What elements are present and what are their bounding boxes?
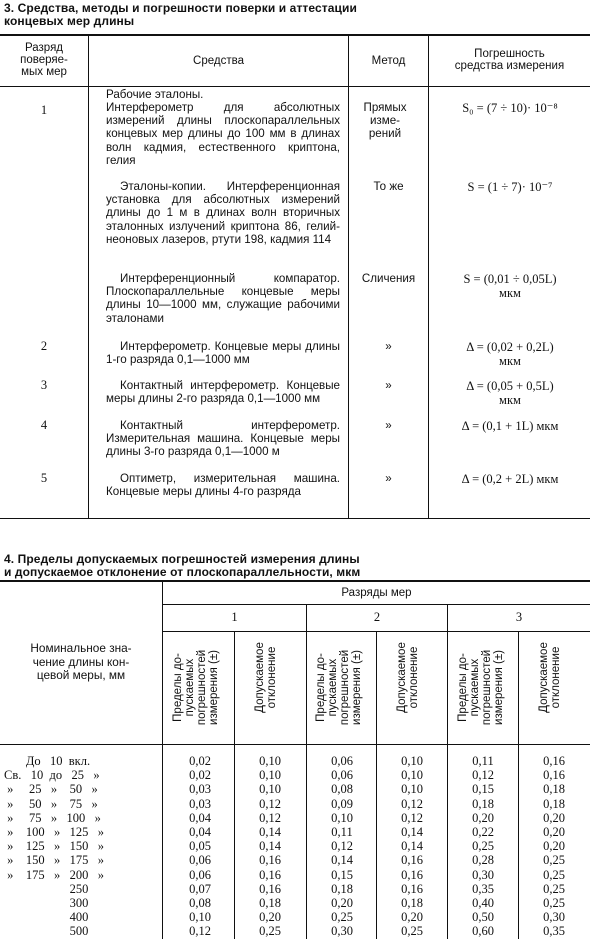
table4-value-cell: 0,12 <box>472 768 494 783</box>
table3-method: » <box>385 379 392 392</box>
table4-rank-number: 3 <box>515 610 523 624</box>
table4-value-cell: 0,25 <box>259 924 281 939</box>
table4-value-cell: 0,18 <box>543 796 565 811</box>
table4-value-cell: 0,08 <box>189 896 211 911</box>
header-line: Пределы до- <box>315 653 327 722</box>
table3-error: Δ = (0,2 + 2L) мкм <box>461 472 559 486</box>
table3-means-text: Оптиметр, измерительная машина. Концевые меры длины 4-го разряда <box>106 472 340 499</box>
table4-nominal-cell: 300 <box>4 896 89 911</box>
header-line: пускаемых <box>327 658 339 717</box>
table3-title-line1: 3. Средства, методы и погрешности поверки и аттестации <box>4 1 357 15</box>
table4-value-cell: 0,12 <box>331 839 353 854</box>
table4-nominal-cell: » 100 » 125 » <box>4 825 104 840</box>
table4-value-cell: 0,08 <box>331 782 353 797</box>
table4-value-cell: 0,35 <box>472 881 494 896</box>
table4-value-cell: 0,16 <box>259 867 281 882</box>
header-line: чение длины кон- <box>32 654 130 669</box>
header-line: погрешностей <box>481 649 493 726</box>
table4-subheader-limits <box>315 635 363 740</box>
table3-method: » <box>385 340 392 353</box>
table3-col-divider <box>428 36 429 518</box>
table3-header-rank <box>0 42 88 78</box>
table4-value-cell: 0,30 <box>543 910 565 925</box>
header-line: цевой меры, мм <box>36 668 126 682</box>
table4-value-cell: 0,18 <box>543 782 565 797</box>
table3-rank: 3 <box>40 378 48 392</box>
table4-value-cell: 0,20 <box>543 810 565 825</box>
table4-value-cell: 0,35 <box>543 924 565 939</box>
table4-subheader-limits <box>172 635 220 740</box>
header-line: Пределы до- <box>457 653 469 722</box>
header-line: Допускаемое <box>538 642 550 713</box>
table4-subheader-limits <box>457 635 505 740</box>
table4-rank2-deviation-column <box>380 754 444 939</box>
table4-nominal-cell: » 125 » 150 » <box>4 839 104 854</box>
table4-value-cell: 0,04 <box>189 825 211 840</box>
table4-value-cell: 0,16 <box>401 881 423 896</box>
table3-means-text: Интерферометр. Концевые меры длины 1-го разряда 0,1—1000 мм <box>106 340 340 367</box>
table4-value-cell: 0,03 <box>189 782 211 797</box>
table4-value-cell: 0,50 <box>472 910 494 925</box>
table4-value-cell: 0,11 <box>331 825 353 840</box>
table4-value-cell: 0,30 <box>331 924 353 939</box>
table3-rank: 2 <box>40 339 48 353</box>
table4-value-cell: 0,14 <box>259 839 281 854</box>
table4-value-cell: 0,02 <box>189 754 211 768</box>
table4-value-cell: 0,18 <box>401 896 423 911</box>
table3-error: S = (1 ÷ 7)· 10⁻⁷ <box>467 180 553 194</box>
header-line: Средства <box>193 55 244 67</box>
table4-value-cell: 0,10 <box>259 782 281 797</box>
table4-value-cell: 0,10 <box>401 782 423 797</box>
table4-value-cell: 0,30 <box>472 867 494 882</box>
table3-header-means <box>89 55 348 67</box>
table3-rank: 5 <box>40 471 48 485</box>
table4-value-cell: 0,02 <box>189 768 211 783</box>
header-line: пускаемых <box>184 658 196 717</box>
table4-subheader-deviation <box>538 635 562 720</box>
table4-value-cell: 0,25 <box>331 910 353 925</box>
table4-value-cell: 0,12 <box>259 810 281 825</box>
table4-value-cell: 0,12 <box>401 796 423 811</box>
error-line: мкм <box>499 393 521 407</box>
table3-method: То же <box>373 180 404 193</box>
table4-value-cell: 0,40 <box>472 896 494 911</box>
table3-error <box>432 379 588 407</box>
table4-title <box>4 553 360 579</box>
table4-col-divider <box>234 632 235 939</box>
table4-value-cell: 0,14 <box>401 839 423 854</box>
table4-value-cell: 0,04 <box>189 810 211 825</box>
table4-ranks-rule <box>163 604 590 605</box>
table3-means-text: Рабочие эталоны. <box>106 88 204 101</box>
header-line: пускаемых <box>469 658 481 717</box>
header-line: мых мер <box>21 66 67 78</box>
header-line: погрешностей <box>339 649 351 726</box>
table3-error: Δ = (0,1 + 1L) мкм <box>461 419 559 433</box>
table4-subheader-deviation <box>254 635 278 720</box>
table4-col-divider <box>306 605 307 939</box>
table3-error: S₀ = (7 ÷ 10)· 10⁻⁸ <box>462 101 558 115</box>
table3-means-text: Интерференционный компаратор. Плоскопараллельные концевые меры длины 10—1000 мм, служащие рабочими эталонами <box>106 272 340 325</box>
table4-value-cell: 0,25 <box>543 881 565 896</box>
error-line: Δ = (0,02 + 0,2L) <box>466 340 554 354</box>
table4-rank1-deviation-column <box>238 754 302 939</box>
table4-value-cell: 0,10 <box>259 768 281 783</box>
table4-nominal-cell: 500 <box>4 924 89 939</box>
header-line: отклонение <box>266 646 278 709</box>
table4-value-cell: 0,05 <box>189 839 211 854</box>
table4-value-cell: 0,06 <box>331 768 353 783</box>
table4-value-cell: 0,12 <box>401 810 423 825</box>
table4-value-cell: 0,15 <box>472 782 494 797</box>
table4-title-line1: 4. Пределы допускаемых погрешностей измерения длины <box>4 552 360 566</box>
table4-value-cell: 0,06 <box>189 853 211 868</box>
table3-rank: 1 <box>40 103 48 117</box>
error-line: S = (0,01 ÷ 0,05L) <box>463 272 557 286</box>
table3-col-divider <box>88 36 89 518</box>
table4-value-cell: 0,22 <box>472 825 494 840</box>
table4-value-cell: 0,14 <box>259 825 281 840</box>
table4-value-cell: 0,16 <box>401 867 423 882</box>
table4-rank1-limits-column <box>170 754 230 939</box>
header-line: Метод <box>371 55 406 67</box>
table3-rank: 4 <box>40 418 48 432</box>
table4-col-divider <box>162 582 163 939</box>
error-line: Δ = (0,05 + 0,5L) <box>466 379 554 393</box>
table4-value-cell: 0,10 <box>189 910 211 925</box>
table4-nominal-cell: » 75 » 100 » <box>4 810 101 825</box>
table4-nominal-cell: » 150 » 175 » <box>4 853 104 868</box>
table4-value-cell: 0,25 <box>401 924 423 939</box>
header-line: измерения (±) <box>493 650 505 725</box>
table4-value-cell: 0,14 <box>331 853 353 868</box>
table3-method: » <box>385 419 392 432</box>
table4-value-cell: 0,11 <box>472 754 494 768</box>
table4-top-rule <box>0 580 590 582</box>
table4-value-cell: 0,07 <box>189 881 211 896</box>
table4-value-cell: 0,12 <box>189 924 211 939</box>
table4-col-divider <box>447 605 448 939</box>
table3-means-text: Интерферометр для абсолютных измерений длины плоскопараллельных концевых мер длины до 100 мм в длинах волн кадмия, естественного криптона, гелия <box>106 101 340 167</box>
table4-value-cell: 0,10 <box>331 810 353 825</box>
table4-subheader-deviation <box>396 635 420 720</box>
table4-value-cell: 0,16 <box>401 853 423 868</box>
table4-value-cell: 0,25 <box>472 839 494 854</box>
table4-value-cell: 0,16 <box>543 768 565 783</box>
header-line: Разряд <box>24 42 64 54</box>
header-line: Погрешность <box>474 48 545 60</box>
table4-header-nominal <box>0 642 162 683</box>
table4-value-cell: 0,10 <box>401 754 423 768</box>
table4-title-line2: и допускаемое отклонение от плоскопараллельности, мкм <box>4 565 361 579</box>
table3-title-line2: концевых мер длины <box>4 14 135 28</box>
table3-header-error <box>429 48 590 72</box>
table4-value-cell: 0,18 <box>259 896 281 911</box>
table4-value-cell: 0,25 <box>543 867 565 882</box>
error-line: мкм <box>499 286 521 300</box>
table4-nominal-cell: Св. 10 до 25 » <box>4 768 100 783</box>
table4-nominal-cell: » 175 » 200 » <box>4 867 104 882</box>
header-line: измерения (±) <box>208 650 220 725</box>
table3-title <box>4 2 357 28</box>
header-line: Номинальное зна- <box>30 641 132 655</box>
table4-nominal-cell: 400 <box>4 910 89 925</box>
table4-value-cell: 0,60 <box>472 924 494 939</box>
table4-rank-number: 2 <box>373 610 381 624</box>
header-line: погрешностей <box>196 649 208 726</box>
table3-header-method <box>349 55 428 67</box>
header-line: отклонение <box>550 646 562 709</box>
table4-value-cell: 0,12 <box>259 796 281 811</box>
table4-value-cell: 0,20 <box>472 810 494 825</box>
header-line: отклонение <box>408 646 420 709</box>
table4-value-cell: 0,28 <box>472 853 494 868</box>
table4-value-cell: 0,18 <box>331 881 353 896</box>
table4-value-cell: 0,18 <box>472 796 494 811</box>
header-line: поверяе- <box>20 54 68 66</box>
table4-value-cell: 0,06 <box>331 754 353 768</box>
table4-col-divider <box>518 632 519 939</box>
header-line: Допускаемое <box>396 642 408 713</box>
table4-value-cell: 0,16 <box>259 853 281 868</box>
table4-col-divider <box>376 632 377 939</box>
error-line: мкм <box>499 354 521 368</box>
table3-method: Прямых изме- рений <box>363 101 407 140</box>
table4-value-cell: 0,20 <box>331 896 353 911</box>
table4-value-cell: 0,16 <box>543 754 565 768</box>
table4-rank3-limits-column <box>452 754 514 939</box>
table4-header-rule <box>0 744 590 745</box>
table4-value-cell: 0,20 <box>401 910 423 925</box>
table4-nominal-cell: » 25 » 50 » <box>4 782 98 797</box>
table4-value-cell: 0,20 <box>259 910 281 925</box>
table4-value-cell: 0,03 <box>189 796 211 811</box>
table4-value-cell: 0,09 <box>331 796 353 811</box>
table4-value-cell: 0,16 <box>259 881 281 896</box>
table4-value-cell: 0,20 <box>543 825 565 840</box>
table3-method: Сличения <box>361 272 416 285</box>
table4-nominal-column <box>4 754 159 939</box>
table4-value-cell: 0,10 <box>259 754 281 768</box>
header-line: измерения (±) <box>351 650 363 725</box>
table3-means-text: Контактный интерферометр. Концевые меры длины 2-го разряда 0,1—1000 мм <box>106 379 340 406</box>
table4-value-cell: 0,25 <box>543 853 565 868</box>
header-line: Допускаемое <box>254 642 266 713</box>
table4-value-cell: 0,06 <box>189 867 211 882</box>
table3-means-text: Эталоны-копии. Интерференционная установка для абсолютных измерений длины до 1 м в длинах волн вторичных эталонных излучений криптона 86, гелий-неоновых лазеров, ртути 198, кадмия 114 <box>106 180 340 246</box>
table4-value-cell: 0,10 <box>401 768 423 783</box>
table4-value-cell: 0,15 <box>331 867 353 882</box>
table4-header-ranks: Разряды мер <box>341 587 412 599</box>
table3-method: » <box>385 472 392 485</box>
table3-error <box>432 272 588 300</box>
table4-rank2-limits-column <box>312 754 372 939</box>
table4-value-cell: 0,25 <box>543 896 565 911</box>
table3-bottom-rule <box>0 518 590 519</box>
header-line: Пределы до- <box>172 653 184 722</box>
table4-nominal-cell: 250 <box>4 881 89 896</box>
table4-rank3-deviation-column <box>522 754 586 939</box>
table3-error <box>432 340 588 368</box>
table4-nominal-cell: » 50 » 75 » <box>4 796 98 811</box>
table4-rank-number: 1 <box>231 610 238 624</box>
table3-means-text: Контактный интерферометр. Измерительная машина. Концевые меры длины 3-го разряда 0,1—1000 м <box>106 419 340 459</box>
table4-value-cell: 0,20 <box>543 839 565 854</box>
table4-value-cell: 0,14 <box>401 825 423 840</box>
table4-nominal-cell: До 10 вкл. <box>4 754 91 768</box>
header-line: средства измерения <box>454 60 565 72</box>
